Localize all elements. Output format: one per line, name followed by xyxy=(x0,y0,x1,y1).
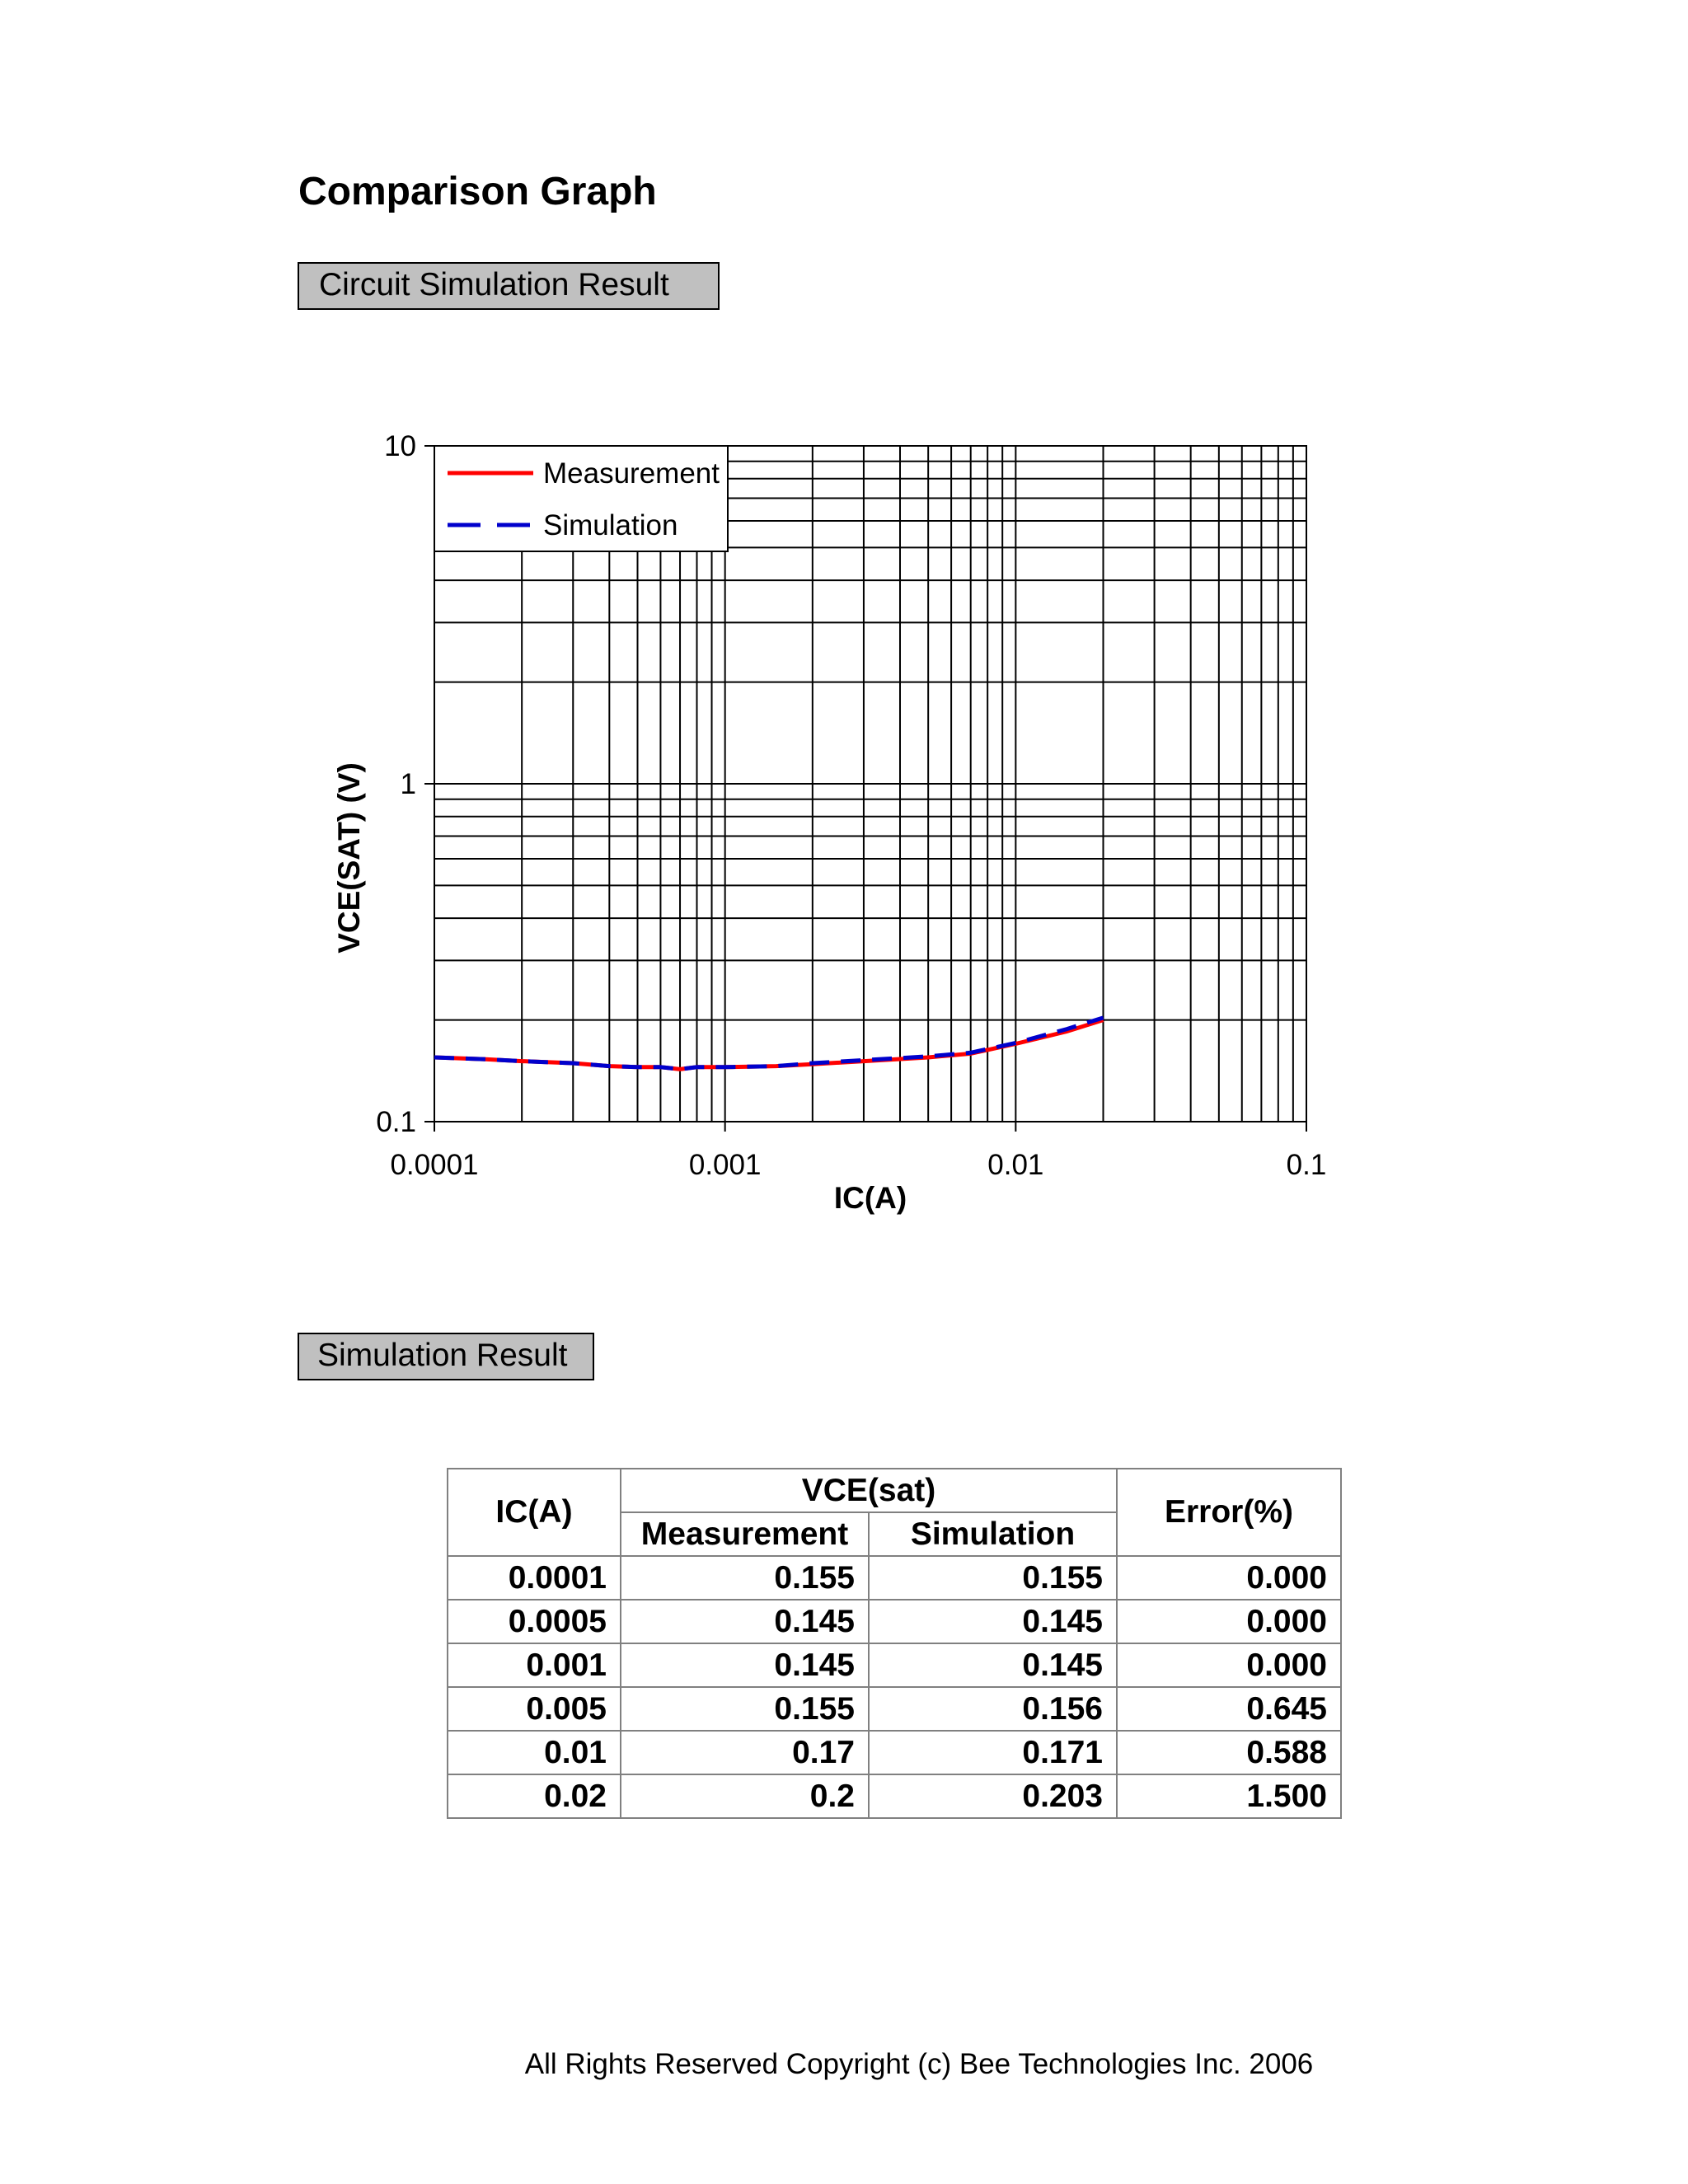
cell-simulation: 0.171 xyxy=(869,1731,1117,1774)
cell-error: 0.645 xyxy=(1117,1687,1341,1731)
cell-ic: 0.0001 xyxy=(448,1556,621,1600)
cell-error: 1.500 xyxy=(1117,1774,1341,1818)
table-row xyxy=(448,1687,1341,1731)
table-row xyxy=(448,1643,1341,1687)
cell-ic: 0.0005 xyxy=(448,1600,621,1643)
cell-simulation: 0.145 xyxy=(869,1643,1117,1687)
table-row xyxy=(448,1774,1341,1818)
legend-label-simulation: Simulation xyxy=(543,509,678,541)
col-measurement-header: Measurement xyxy=(621,1512,869,1556)
cell-error: 0.000 xyxy=(1117,1556,1341,1600)
x-tick-label: 0.01 xyxy=(987,1149,1044,1181)
table-row xyxy=(448,1600,1341,1643)
cell-simulation: 0.203 xyxy=(869,1774,1117,1818)
cell-error: 0.588 xyxy=(1117,1731,1341,1774)
cell-error: 0.000 xyxy=(1117,1643,1341,1687)
col-ic-header: IC(A) xyxy=(448,1469,621,1556)
col-simulation-header: Simulation xyxy=(869,1512,1117,1556)
x-tick-label: 0.001 xyxy=(688,1149,762,1181)
x-tick-label: 0.0001 xyxy=(390,1149,479,1181)
cell-measurement: 0.155 xyxy=(621,1556,869,1600)
cell-measurement: 0.17 xyxy=(621,1731,869,1774)
cell-simulation: 0.145 xyxy=(869,1600,1117,1643)
y-tick-label: 0.1 xyxy=(376,1106,416,1138)
cell-ic: 0.001 xyxy=(448,1643,621,1687)
graph-section-label: Circuit Simulation Result xyxy=(298,262,720,310)
table-section-label: Simulation Result xyxy=(298,1333,594,1380)
table-row xyxy=(448,1731,1341,1774)
y-tick-label: 1 xyxy=(400,768,416,800)
cell-ic: 0.005 xyxy=(448,1687,621,1731)
cell-simulation: 0.156 xyxy=(869,1687,1117,1731)
cell-measurement: 0.145 xyxy=(621,1643,869,1687)
cell-error: 0.000 xyxy=(1117,1600,1341,1643)
y-axis-label: VCE(SAT) (V) xyxy=(332,762,366,954)
comparison-chart xyxy=(313,412,1352,1236)
cell-measurement: 0.155 xyxy=(621,1687,869,1731)
x-tick-label: 0.1 xyxy=(1286,1149,1327,1181)
col-vce-header: VCE(sat) xyxy=(621,1469,1117,1512)
x-axis-label: IC(A) xyxy=(833,1181,907,1215)
results-table xyxy=(447,1468,1342,1819)
cell-ic: 0.01 xyxy=(448,1731,621,1774)
cell-measurement: 0.2 xyxy=(621,1774,869,1818)
table-row xyxy=(448,1556,1341,1600)
col-error-header: Error(%) xyxy=(1117,1469,1341,1556)
chart-legend xyxy=(434,446,728,551)
copyright-footer: All Rights Reserved Copyright (c) Bee Technologies Inc. 2006 xyxy=(524,2048,1314,2080)
cell-measurement: 0.145 xyxy=(621,1600,869,1643)
cell-ic: 0.02 xyxy=(448,1774,621,1818)
legend-label-measurement: Measurement xyxy=(543,457,720,490)
page-title: Comparison Graph xyxy=(298,170,657,213)
cell-simulation: 0.155 xyxy=(869,1556,1117,1600)
y-tick-label: 10 xyxy=(384,430,416,462)
